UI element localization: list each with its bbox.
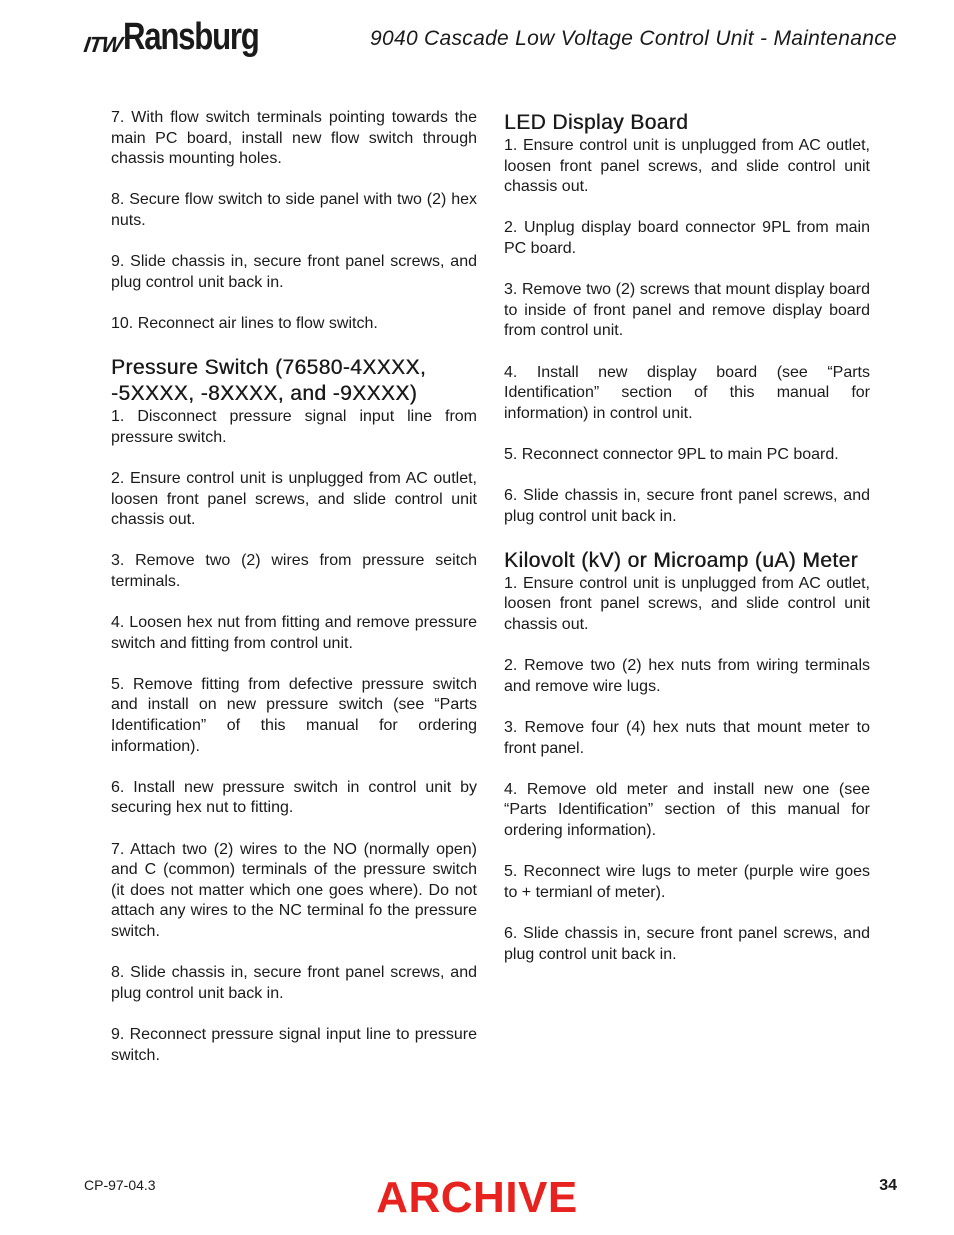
step-text: 7. With flow switch terminals pointing towards the main PC board, install new flow switch through chassis mounting holes.	[111, 109, 477, 168]
step-text: 5. Remove fitting from defective pressure switch and install on new pressure switch (see “Parts Identification” of this manual for ordering information).	[111, 675, 477, 755]
section-heading-meter: Kilovolt (kV) or Microamp (uA) Meter	[504, 548, 858, 572]
section-heading-led-display: LED Display Board	[504, 111, 689, 134]
step-text: 4. Remove old meter and install new one (see “Parts Identification” section of this manual for ordering information).	[504, 780, 870, 839]
step-text: 1. Disconnect pressure signal input line from pressure switch.	[111, 408, 477, 446]
step-text: 2. Unplug display board connector 9PL from main PC board.	[504, 219, 870, 257]
brand-logo	[84, 18, 289, 56]
step-text: 1. Ensure control unit is unplugged from AC outlet, loosen front panel screws, and slide control unit chassis out.	[504, 574, 870, 634]
logo-brand: Ransburg	[123, 16, 259, 58]
step-text: 9. Reconnect pressure signal input line to pressure switch.	[111, 1025, 477, 1064]
step-text: 10. Reconnect air lines to flow switch.	[111, 314, 378, 332]
section-heading-pressure-switch: Pressure Switch (76580-4XXXX, -5XXXX, -8XXXX, and -9XXXX)	[111, 356, 427, 406]
archive-stamp: ARCHIVE	[376, 1173, 578, 1222]
step-text: 4. Loosen hex nut from fitting and remove pressure switch and fitting from control unit.	[111, 614, 477, 652]
step-text: 6. Slide chassis in, secure front panel screws, and plug control unit back in.	[504, 924, 870, 963]
step-text: 3. Remove four (4) hex nuts that mount meter to front panel.	[504, 719, 870, 757]
step-text: 3. Remove two (2) screws that mount display board to inside of front panel and remove display board from control unit.	[504, 281, 870, 340]
step-text: 6. Install new pressure switch in control unit by securing hex nut to fitting.	[111, 778, 477, 817]
step-text: 5. Reconnect connector 9PL to main PC board.	[504, 445, 839, 463]
step-text: 6. Slide chassis in, secure front panel screws, and plug control unit back in.	[504, 487, 870, 525]
document-code: CP-97-04.3	[84, 1177, 156, 1193]
left-column	[111, 108, 477, 1087]
page-number: 34	[879, 1177, 897, 1194]
step-text: 1. Ensure control unit is unplugged from AC outlet, loosen front panel screws, and slide control unit chassis out.	[504, 137, 870, 196]
right-column	[504, 110, 870, 986]
document-title: 9040 Cascade Low Voltage Control Unit - Maintenance	[370, 27, 897, 50]
step-text: 5. Reconnect wire lugs to meter (purple wire goes to + termianl of meter).	[504, 863, 870, 901]
logo-prefix: ITW	[82, 32, 124, 57]
step-text: 8. Slide chassis in, secure front panel screws, and plug control unit back in.	[111, 964, 477, 1002]
step-text: 3. Remove two (2) wires from pressure seitch terminals.	[111, 552, 477, 590]
step-text: 7. Attach two (2) wires to the NO (normally open) and C (common) terminals of the pressure switch (it does not matter which one goes where). Do not attach any wires to the NC terminal fo the pressure switch.	[111, 840, 477, 940]
step-text: 2. Ensure control unit is unplugged from AC outlet, loosen front panel screws, and slide control unit chassis out.	[111, 469, 477, 529]
step-text: 4. Install new display board (see “Parts Identification” section of this manual for information) in control unit.	[504, 363, 870, 422]
step-text: 2. Remove two (2) hex nuts from wiring terminals and remove wire lugs.	[504, 657, 870, 695]
step-text: 8. Secure flow switch to side panel with two (2) hex nuts.	[111, 191, 477, 229]
step-text: 9. Slide chassis in, secure front panel screws, and plug control unit back in.	[111, 253, 477, 291]
